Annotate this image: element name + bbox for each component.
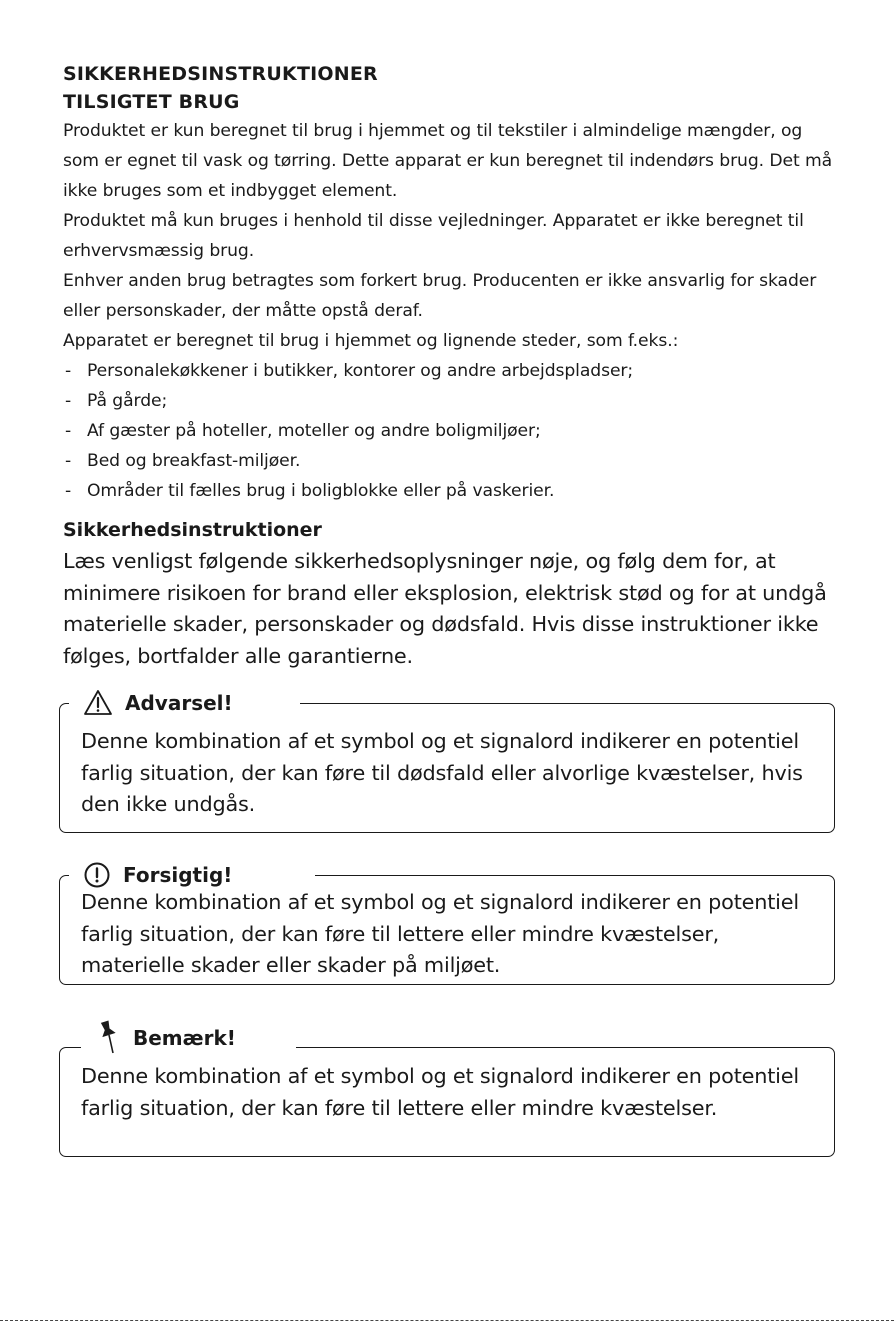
warning-title: Advarsel! bbox=[125, 691, 233, 715]
warning-text: Denne kombination af et symbol og et signalord indikerer en potentiel farlig situation, der kan føre til dødsfald eller alvorlige kvæstelser, hvis den ikke undgås. bbox=[81, 729, 803, 816]
list-item: - Områder til fælles brug i boligblokke eller på vaskerier. bbox=[63, 476, 843, 506]
warning-notice bbox=[59, 688, 835, 833]
caution-notice bbox=[59, 860, 835, 985]
note-legend bbox=[81, 1018, 296, 1058]
caution-text: Denne kombination af et symbol og et signalord indikerer en potentiel farlig situation, der kan føre til lettere eller mindre kvæstelser, materielle skader eller skader på miljøet. bbox=[81, 890, 799, 977]
page-title: SIKKERHEDSINSTRUKTIONER bbox=[63, 63, 378, 85]
safety-section bbox=[63, 60, 843, 672]
safety-instructions-heading: Sikkerhedsinstruktioner bbox=[63, 519, 322, 541]
caution-title: Forsigtig! bbox=[123, 863, 233, 887]
list-item: - På gårde; bbox=[63, 386, 843, 416]
note-title: Bemærk! bbox=[133, 1026, 236, 1050]
note-notice bbox=[59, 1016, 835, 1157]
paragraph-instructions: Produktet må kun bruges i henhold til disse vejledninger. Apparatet er ikke beregnet til erhvervsmæssig brug. bbox=[63, 211, 804, 261]
exclamation-circle-icon bbox=[83, 861, 111, 889]
pushpin-icon bbox=[99, 1019, 121, 1057]
list-item: - Bed og breakfast-miljøer. bbox=[63, 446, 843, 476]
paragraph-home-use: Produktet er kun beregnet til brug i hjemmet og til tekstiler i almindelige mængder, og som er egnet til vask og tørring. Dette apparat er kun beregnet til indendørs brug. Det må ikke bruges som et indbygget element. bbox=[63, 121, 833, 201]
caution-legend bbox=[69, 860, 315, 890]
warning-legend bbox=[69, 688, 300, 718]
intended-use-heading: TILSIGTET BRUG bbox=[63, 91, 240, 113]
safety-intro-paragraph: Læs venligst følgende sikkerhedsoplysninger nøje, og følg dem for, at minimere risikoen for brand eller eksplosion, elektrisk stød og for at undgå materielle skader, personskader og dødsfald. Hvis disse instruktioner ikke følges, bortfalder alle garantierne. bbox=[63, 549, 827, 668]
list-item: - Personalekøkkener i butikker, kontorer og andre arbejdspladser; bbox=[63, 356, 843, 386]
paragraph-misuse: Enhver anden brug betragtes som forkert brug. Producenten er ikke ansvarlig for skader eller personskader, der måtte opstå deraf. bbox=[63, 271, 817, 321]
list-item: - Af gæster på hoteller, moteller og andre boligmiljøer; bbox=[63, 416, 843, 446]
usage-location-list bbox=[63, 356, 843, 506]
page-bottom-divider bbox=[0, 1320, 894, 1321]
paragraph-locations: Apparatet er beregnet til brug i hjemmet og lignende steder, som f.eks.: bbox=[63, 331, 679, 351]
warning-triangle-icon bbox=[83, 689, 113, 717]
note-text: Denne kombination af et symbol og et signalord indikerer en potentiel farlig situation, der kan føre til lettere eller mindre kvæstelser. bbox=[81, 1064, 799, 1120]
